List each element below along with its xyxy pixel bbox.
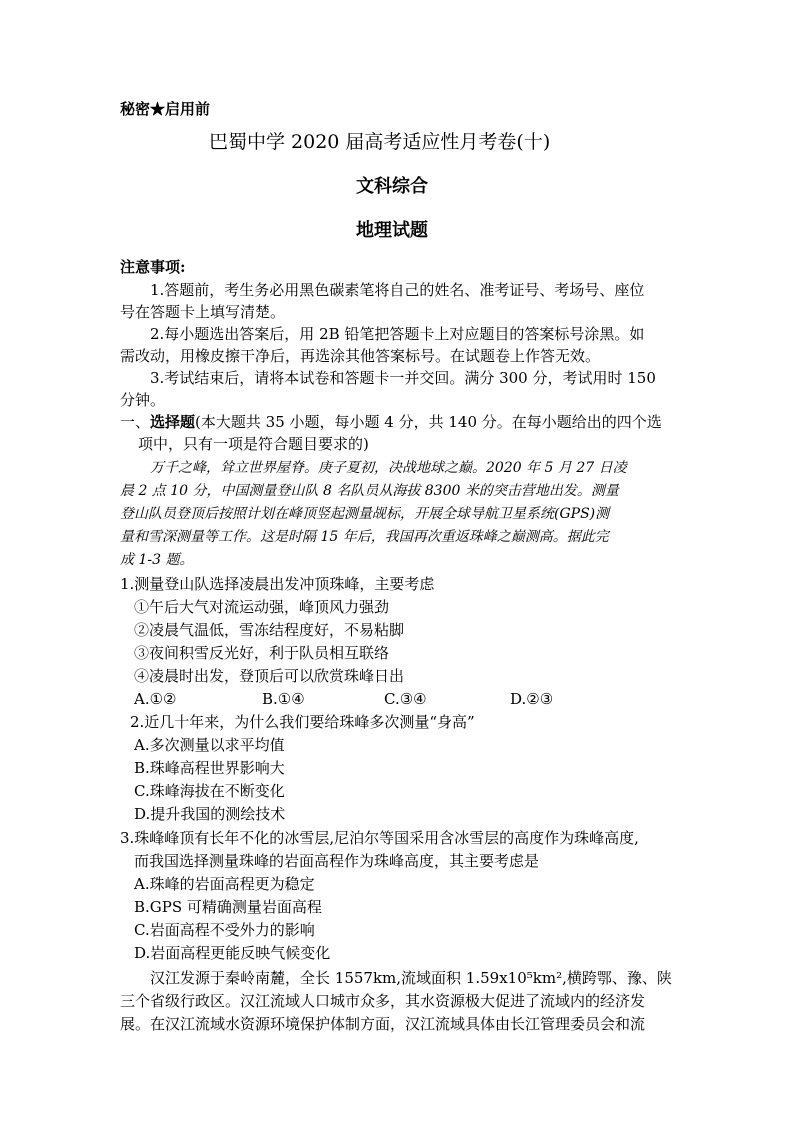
part1-heading-prefix: 一、 [120,413,151,431]
q3-option-c: C.岩面高程不受外力的影响 [134,921,315,939]
passage1-line-4: 量和雪深测量等工作。这是时隔 15 年后，我国再次重返珠峰之巅测高。据此完 [120,529,609,545]
confidential-label: 秘密★启用前 [120,100,211,118]
part1-heading-rest: (本大题共 35 小题，每小题 4 分，共 140 分。在每小题给出的四个选 [195,413,662,431]
passage2-line-2: 三个省级行政区。汉江流域人口城市众多，其水资源极大促进了流域内的经济发 [120,992,646,1010]
q1-option-d: D.②③ [510,690,554,708]
q2-option-a: A.多次测量以求平均值 [134,736,285,754]
q1-stem: 1.测量登山队选择凌晨出发冲顶珠峰，主要考虑 [120,575,435,593]
q3-option-b: B.GPS 可精确测量岩面高程 [134,898,322,916]
notice-item-1-line-2: 号在答题卡上填写清楚。 [120,303,286,321]
q1-statement-4: ④凌晨时出发，登顶后可以欣赏珠峰日出 [134,667,405,685]
q3-option-d: D.岩面高程更能反映气候变化 [134,944,331,962]
q1-option-a: A.①② [134,690,177,708]
notice-item-3-line-2: 分钟。 [120,391,166,409]
notice-heading: 注意事项: [120,258,186,276]
subject-title: 文科综合 [356,176,428,197]
notice-item-1-line-1: 1.答题前，考生务必用黑色碳素笔将自己的姓名、准考证号、考场号、座位 [150,281,645,299]
q3-option-a: A.珠峰的岩面高程更为稳定 [134,875,315,893]
notice-item-2-line-1: 2.每小题选出答案后，用 2B 铅笔把答题卡上对应题目的答案标号涂黑。如 [150,325,645,343]
passage1-line-5: 成 1-3 题。 [120,552,194,568]
q1-statement-2: ②凌晨气温低，雪冻结程度好，不易粘脚 [134,621,405,639]
q2-stem: 2.近几十年来，为什么我们要给珠峰多次测量“身高” [130,713,475,731]
q2-option-b: B.珠峰高程世界影响大 [134,759,285,777]
section-title: 地理试题 [356,220,428,241]
q2-option-c: C.珠峰海拔在不断变化 [134,782,285,800]
passage1-line-3: 登山队员登顶后按照计划在峰顶竖起测量觇标，开展全球导航卫星系统(GPS)测 [120,506,610,522]
q3-stem-line-2: 而我国选择测量珠峰的岩面高程作为珠峰高度，其主要考虑是 [134,852,540,870]
part1-heading [120,411,662,433]
q1-statement-3: ③夜间积雪反光好，利于队员相互联络 [134,644,390,662]
exam-title: 巴蜀中学 2020 届高考适应性月考卷(十) [209,131,551,153]
notice-item-2-line-2: 需改动，用橡皮擦干净后，再选涂其他答案标号。在试题卷上作答无效。 [120,347,601,365]
part1-heading-bold: 选择题 [150,413,196,431]
notice-item-3-line-1: 3.考试结束后，请将本试卷和答题卡一并交回。满分 300 分，考试用时 150 [150,369,656,387]
q1-option-b: B.①④ [262,690,305,708]
passage1-line-2: 晨 2 点 10 分，中国测量登山队 8 名队员从海拔 8300 米的突击营地出发。测量 [120,483,619,499]
q1-statement-1: ①午后大气对流运动强，峰顶风力强劲 [134,598,390,616]
part1-heading-line-2: 项中，只有一项是符合题目要求的) [138,435,369,453]
q1-option-c: C.③④ [384,690,427,708]
passage2-line-3: 展。在汉江流域水资源环境保护体制方面，汉江流域具体由长江管理委员会和流 [120,1015,646,1033]
passage1-line-1: 万千之峰，耸立世界屋脊。庚子夏初，决战地球之巅。2020 年 5 月 27 日凌 [150,460,627,476]
passage2-line-1: 汉江发源于秦岭南麓，全长 1557km,流域面积 1.59x10⁵km²,横跨鄂、豫、陕 [150,969,672,987]
q2-option-d: D.提升我国的测绘技术 [134,805,286,823]
q3-stem-line-1: 3.珠峰峰顶有长年不化的冰雪层,尼泊尔等国采用含冰雪层的高度作为珠峰高度, [120,829,639,847]
